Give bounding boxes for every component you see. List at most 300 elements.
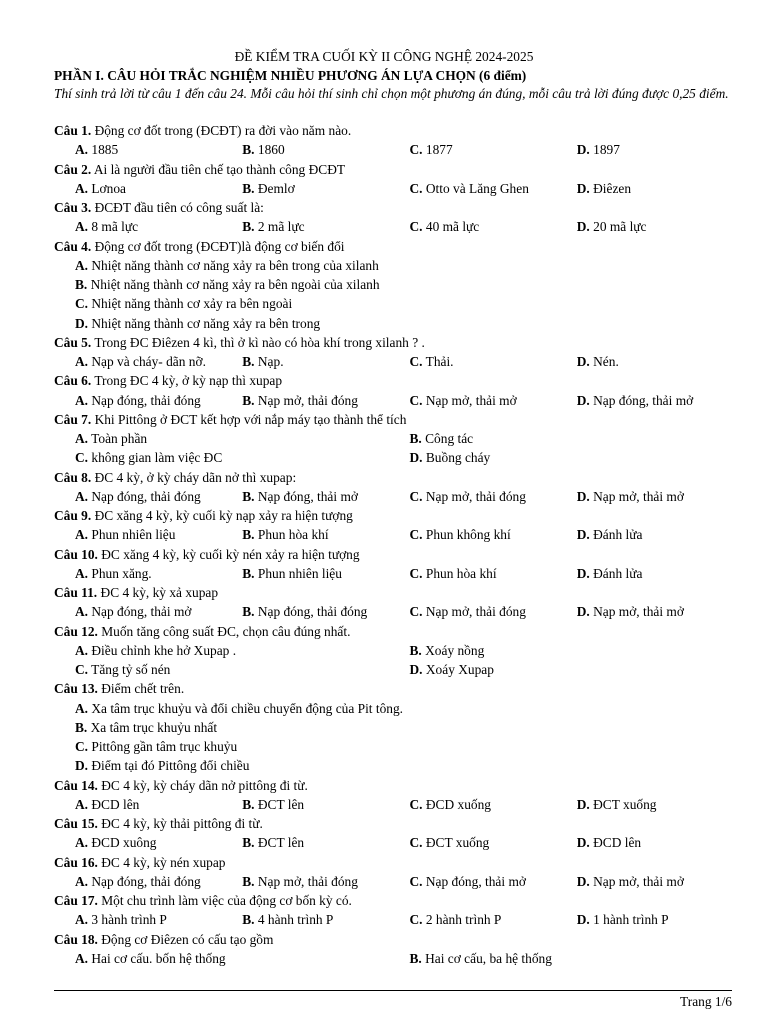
option-c [410,795,577,814]
option-key: C. [75,739,89,754]
option-c [410,910,577,929]
option-key: A. [75,835,89,851]
option-text: ĐCD lên [88,796,140,812]
option-text: ĐCT xuống [422,835,490,851]
option-text: Đemlơ [254,180,295,196]
question-text [54,891,744,910]
option-text: 4 hành trình P [254,912,334,928]
option-key: B. [409,642,422,658]
option-key: C. [409,873,423,889]
option-text: Hai cơ cấu. bốn hệ thống [88,950,226,966]
option-key: C. [75,450,89,466]
question-label: Câu 11. [54,585,98,600]
options-row [54,718,744,737]
option-key: A. [75,180,89,196]
option-key: A. [75,219,89,235]
options-row [54,699,744,718]
option-key: D. [576,873,590,889]
question-text [54,371,744,390]
option-key: C. [409,219,423,235]
option-a [75,795,242,814]
options-row [54,602,744,621]
option-key: B. [75,719,88,735]
option-key: A. [75,354,89,369]
option-c [410,872,577,891]
options-row [54,314,744,333]
options-row [54,487,744,506]
option-d [410,448,745,467]
question-stem: ĐC 4 kỳ, kỳ cháy dãn nở pittông đi từ. [97,777,308,793]
question-stem: Khi Pittông ở ĐCT kết hợp với nắp máy tạo thành thể tích [91,411,407,427]
question-stem: Muốn tăng công suất ĐC, chọn câu đúng nhất. [97,623,351,639]
option-d [577,833,744,852]
option-key: D. [576,219,590,235]
question-text [54,506,744,525]
option-text: Điểm tại đó Pittông đổi chiều [88,758,250,774]
question-stem: ĐC xăng 4 kỳ, kỳ cuối kỳ nén xảy ra hiện tượng [97,546,360,562]
option-c [75,660,410,679]
question-label: Câu 3. [54,200,92,215]
option-text: Đánh lửa [589,565,643,581]
option-b [242,391,409,410]
option-a [75,564,242,583]
option-key: C. [409,912,423,928]
option-d [577,352,744,371]
option-key: A. [75,604,89,620]
option-text: Xoáy Xupap [422,662,494,677]
option-text: Nạp mở, thải mở [422,392,517,408]
option-text: ĐCD xuống [422,796,491,812]
option-text: Phun không khí [422,527,511,543]
question-label: Câu 1. [54,123,92,138]
question-13 [54,679,744,775]
option-c [410,564,577,583]
option-key: B. [75,277,88,292]
question-label: Câu 9. [54,508,92,523]
question-5 [54,333,744,372]
option-key: A. [75,431,89,446]
option-key: D. [576,392,590,408]
option-key: C. [75,296,89,312]
option-key: D. [576,527,590,543]
question-text [54,160,744,179]
option-text: 2 mã lực [254,219,305,235]
question-label: Câu 2. [54,161,92,177]
option-text: ĐCT xuống [589,796,657,812]
option-text: Phun xăng. [88,565,152,581]
question-15 [54,814,744,853]
options-row [54,294,744,313]
option-a [75,833,242,852]
option-text: Xa tâm trục khuỷu và đổi chiều chuyển động của Pit tông. [88,700,404,716]
option-text: Nén. [589,354,619,369]
question-label: Câu 10. [54,546,98,562]
option-a [75,910,242,929]
option-text: Toàn phần [88,431,148,446]
options-row [54,140,744,159]
option-text: Nạp đóng, thải mở [422,873,526,889]
question-text [54,930,744,949]
option-d [577,795,744,814]
option-b [242,833,409,852]
option-key: D. [75,315,89,331]
options-row [54,910,744,929]
options-row [54,448,744,467]
option-a [75,256,735,275]
option-c [410,833,577,852]
option-d [577,525,744,544]
question-14 [54,776,744,815]
option-key: A. [75,912,89,928]
option-key: B. [242,527,255,543]
option-text: 2 hành trình P [422,912,502,928]
option-text: Nạp đóng, thải mở [254,488,358,504]
question-18 [54,930,744,969]
option-key: C. [409,604,423,620]
question-stem: Động cơ đốt trong (ĐCĐT) ra đời vào năm nào. [91,123,352,138]
option-text: Tăng tỷ số nén [88,662,171,677]
option-key: A. [75,488,89,504]
option-key: B. [242,873,255,889]
question-16 [54,853,744,892]
option-c [75,737,735,756]
option-text: Phun hòa khí [422,565,497,581]
option-key: B. [409,950,422,966]
option-text: Hai cơ cấu, ba hệ thống [421,950,552,966]
exam-title: ĐỀ KIỂM TRA CUỐI KỲ II CÔNG NGHỆ 2024-2025 [234,49,534,64]
option-c [410,391,577,410]
option-key: A. [75,565,89,581]
question-text [54,583,744,602]
option-key: B. [242,604,255,620]
option-key: A. [75,257,89,273]
option-key: A. [75,873,89,889]
option-key: C. [409,565,423,581]
option-text: 3 hành trình P [88,912,167,928]
question-list [54,121,744,968]
question-label: Câu 8. [54,469,92,485]
option-text: Nạp đóng, thải đóng [88,873,201,889]
question-text [54,237,744,256]
option-key: C. [409,142,423,158]
question-stem: ĐC 4 kỳ, kỳ nén xupap [97,854,226,870]
option-key: B. [242,354,255,369]
option-key: B. [242,142,255,158]
option-c [410,179,577,198]
option-a [75,602,242,621]
option-text: Nạp mở, thải mở [589,488,684,504]
option-text: Nạp và cháy- dãn nỡ. [88,354,206,369]
option-text: Nạp mở, thải đóng [254,873,358,889]
option-key: D. [576,354,590,369]
options-row [54,795,744,814]
question-17 [54,891,744,930]
option-text: 8 mã lực [88,219,139,235]
option-text: Otto và Lăng Ghen [422,180,529,196]
option-key: B. [242,835,255,851]
option-text: ĐCT lên [254,835,305,851]
option-key: D. [75,758,89,774]
option-text: ĐCT lên [254,796,305,812]
option-b [242,525,409,544]
option-key: D. [576,604,590,620]
question-label: Câu 18. [54,931,98,947]
option-b [242,564,409,583]
option-text: Phun nhiên liệu [254,565,342,581]
option-text: Nạp đóng, thải đóng [88,392,201,408]
question-7 [54,410,744,468]
question-stem: Động cơ đốt trong (ĐCĐT)là động cơ biến đổi [91,238,345,254]
option-a [75,352,242,371]
footer-divider [54,990,732,991]
option-c [410,602,577,621]
question-text [54,679,744,698]
option-b [410,641,745,660]
question-stem: Động cơ Điêzen có cấu tạo gồm [97,931,274,947]
option-text: 40 mã lực [422,219,480,235]
options-row [54,391,744,410]
question-10 [54,545,744,584]
question-8 [54,468,744,507]
option-text: Nạp đóng, thải mở [589,392,694,408]
options-row [54,949,744,968]
options-row [54,872,744,891]
option-key: B. [409,431,422,446]
option-text: Công tác [421,431,474,446]
page-number: Trang 1/6 [680,994,732,1009]
option-text: 1860 [254,142,285,158]
option-key: B. [242,180,255,196]
option-d [577,910,744,929]
option-key: A. [75,527,89,543]
option-text: Xa tâm trục khuỷu nhất [87,719,218,735]
option-key: B. [242,219,255,235]
option-key: B. [242,796,255,812]
question-text [54,853,744,872]
option-key: D. [409,662,423,677]
option-text: Lơnoa [88,180,126,196]
question-stem: Điểm chết trên. [97,681,185,697]
option-b [242,487,409,506]
option-b [75,718,735,737]
option-key: C. [409,527,423,543]
question-label: Câu 6. [54,373,92,389]
option-text: Thải. [422,354,454,369]
option-b [242,910,409,929]
question-text [54,121,744,140]
option-text: 1897 [589,142,620,158]
option-key: C. [409,354,423,369]
option-key: D. [576,796,590,812]
option-text: Nạp mở, thải đóng [422,604,526,620]
question-stem: Trong ĐC Điêzen 4 kì, thì ở kì nào có hòa khí trong xilanh ? . [91,334,425,350]
option-text: ĐCD lên [589,835,642,851]
option-key: D. [576,565,590,581]
question-text [54,410,744,429]
option-text: Nhiệt năng thành cơ năng xảy ra bên trong của xilanh [88,257,379,273]
option-key: B. [242,488,255,504]
question-label: Câu 7. [54,411,92,427]
option-a [75,487,242,506]
option-text: Điêzen [589,180,632,196]
option-text: ĐCD xuông [88,835,157,851]
option-b [410,949,745,968]
option-d [577,140,744,159]
option-c [410,352,577,371]
option-text: Buồng cháy [422,450,491,466]
options-row [54,352,744,371]
question-label: Câu 17. [54,893,98,908]
option-text: Nạp đóng, thải đóng [254,604,368,620]
question-label: Câu 15. [54,816,98,831]
section-heading: PHẦN I. CÂU HỎI TRẮC NGHIỆM NHIỀU PHƯƠNG ÁN LỰA CHỌN (6 điểm) [54,68,527,83]
option-text: Phun nhiên liệu [88,527,176,543]
option-a [75,217,242,236]
question-text [54,333,744,352]
option-d [410,660,745,679]
question-11 [54,583,744,622]
option-text: Nạp mở, thải mở [589,604,684,620]
option-key: C. [409,835,423,851]
option-b [242,602,409,621]
question-9 [54,506,744,545]
option-text: không gian làm việc ĐC [88,450,223,466]
option-text: Nạp đóng, thải mở [88,604,192,620]
option-text: Điều chỉnh khe hở Xupap . [88,642,237,658]
option-key: B. [242,912,255,928]
option-d [577,217,744,236]
option-key: C. [75,662,89,677]
options-row [54,564,744,583]
option-d [577,179,744,198]
question-stem: Trong ĐC 4 kỳ, ở kỳ nạp thì xupap [91,373,283,389]
option-key: A. [75,700,89,716]
option-text: Đánh lửa [589,527,643,543]
option-text: Nhiệt năng thành cơ xảy ra bên ngoài [88,296,293,312]
option-key: A. [75,950,89,966]
question-1 [54,121,744,160]
option-d [75,756,735,775]
option-b [410,429,745,448]
option-a [75,949,410,968]
option-b [242,179,409,198]
option-key: A. [75,642,89,658]
option-text: Nạp mở, thải mở [589,873,684,889]
question-stem: ĐC 4 kỳ, kỳ xả xupap [97,585,219,600]
option-b [242,217,409,236]
question-text [54,545,744,564]
option-a [75,699,735,718]
question-label: Câu 14. [54,777,98,793]
option-text: Nạp đóng, thải đóng [88,488,201,504]
option-key: D. [576,488,590,504]
question-text [54,622,744,641]
question-4 [54,237,744,333]
option-text: 1877 [422,142,453,158]
options-row [54,641,744,660]
option-d [577,564,744,583]
option-a [75,429,410,448]
option-a [75,140,242,159]
question-label: Câu 13. [54,681,98,697]
option-c [410,525,577,544]
question-stem: Một chu trình làm việc của động cơ bốn kỳ có. [97,893,352,908]
options-row [54,737,744,756]
option-c [410,140,577,159]
option-d [75,314,735,333]
option-text: Nạp mở, thải đóng [254,392,358,408]
question-stem: Ai là người đầu tiên chế tạo thành công ĐCĐT [91,161,346,177]
option-a [75,179,242,198]
option-key: B. [242,565,255,581]
option-key: C. [409,488,423,504]
question-12 [54,622,744,680]
option-key: C. [409,796,423,812]
question-2 [54,160,744,199]
question-6 [54,371,744,410]
option-a [75,872,242,891]
option-b [75,275,735,294]
option-key: C. [409,392,423,408]
options-row [54,217,744,236]
option-c [75,294,735,313]
options-row [54,179,744,198]
option-b [242,140,409,159]
question-stem: ĐC 4 kỳ, kỳ thải pittông đi từ. [97,816,263,831]
option-d [577,391,744,410]
option-key: D. [576,180,590,196]
question-text [54,468,744,487]
question-stem: ĐC 4 kỳ, ở kỳ cháy dãn nở thì xupap: [91,469,297,485]
option-text: Pittông gần tâm trục khuỷu [88,739,238,754]
option-key: A. [75,796,89,812]
question-stem: ĐCĐT đầu tiên có công suất là: [91,200,264,215]
option-a [75,525,242,544]
option-text: Nhiệt năng thành cơ năng xảy ra bên ngoài của xilanh [87,277,380,292]
question-3 [54,198,744,237]
instructions: Thí sinh trả lời từ câu 1 đến câu 24. Mỗi câu hỏi thí sinh chỉ chọn một phương án đúng, mỗi câu trả lời đúng được 0,25 điểm. [54,86,729,101]
option-text: Nhiệt năng thành cơ năng xảy ra bên trong [88,315,321,331]
option-text: 20 mã lực [589,219,647,235]
option-a [75,391,242,410]
question-label: Câu 16. [54,854,98,870]
option-text: Nạp. [254,354,284,369]
option-key: A. [75,392,89,408]
options-row [54,256,744,275]
option-text: Phun hòa khí [254,527,329,543]
option-c [410,487,577,506]
options-row [54,833,744,852]
question-text [54,814,744,833]
question-label: Câu 12. [54,623,98,639]
question-text [54,776,744,795]
question-label: Câu 4. [54,238,92,254]
option-key: A. [75,142,89,158]
option-a [75,641,410,660]
option-text: Nạp mở, thải đóng [422,488,526,504]
option-d [577,872,744,891]
options-row [54,660,744,679]
option-d [577,602,744,621]
option-key: D. [576,912,590,928]
option-text: 1 hành trình P [589,912,669,928]
options-row [54,275,744,294]
option-key: B. [242,392,255,408]
option-text: 1885 [88,142,119,158]
option-key: C. [409,180,423,196]
option-b [242,352,409,371]
question-stem: ĐC xăng 4 kỳ, kỳ cuối kỳ nạp xảy ra hiện tượng [91,508,353,523]
